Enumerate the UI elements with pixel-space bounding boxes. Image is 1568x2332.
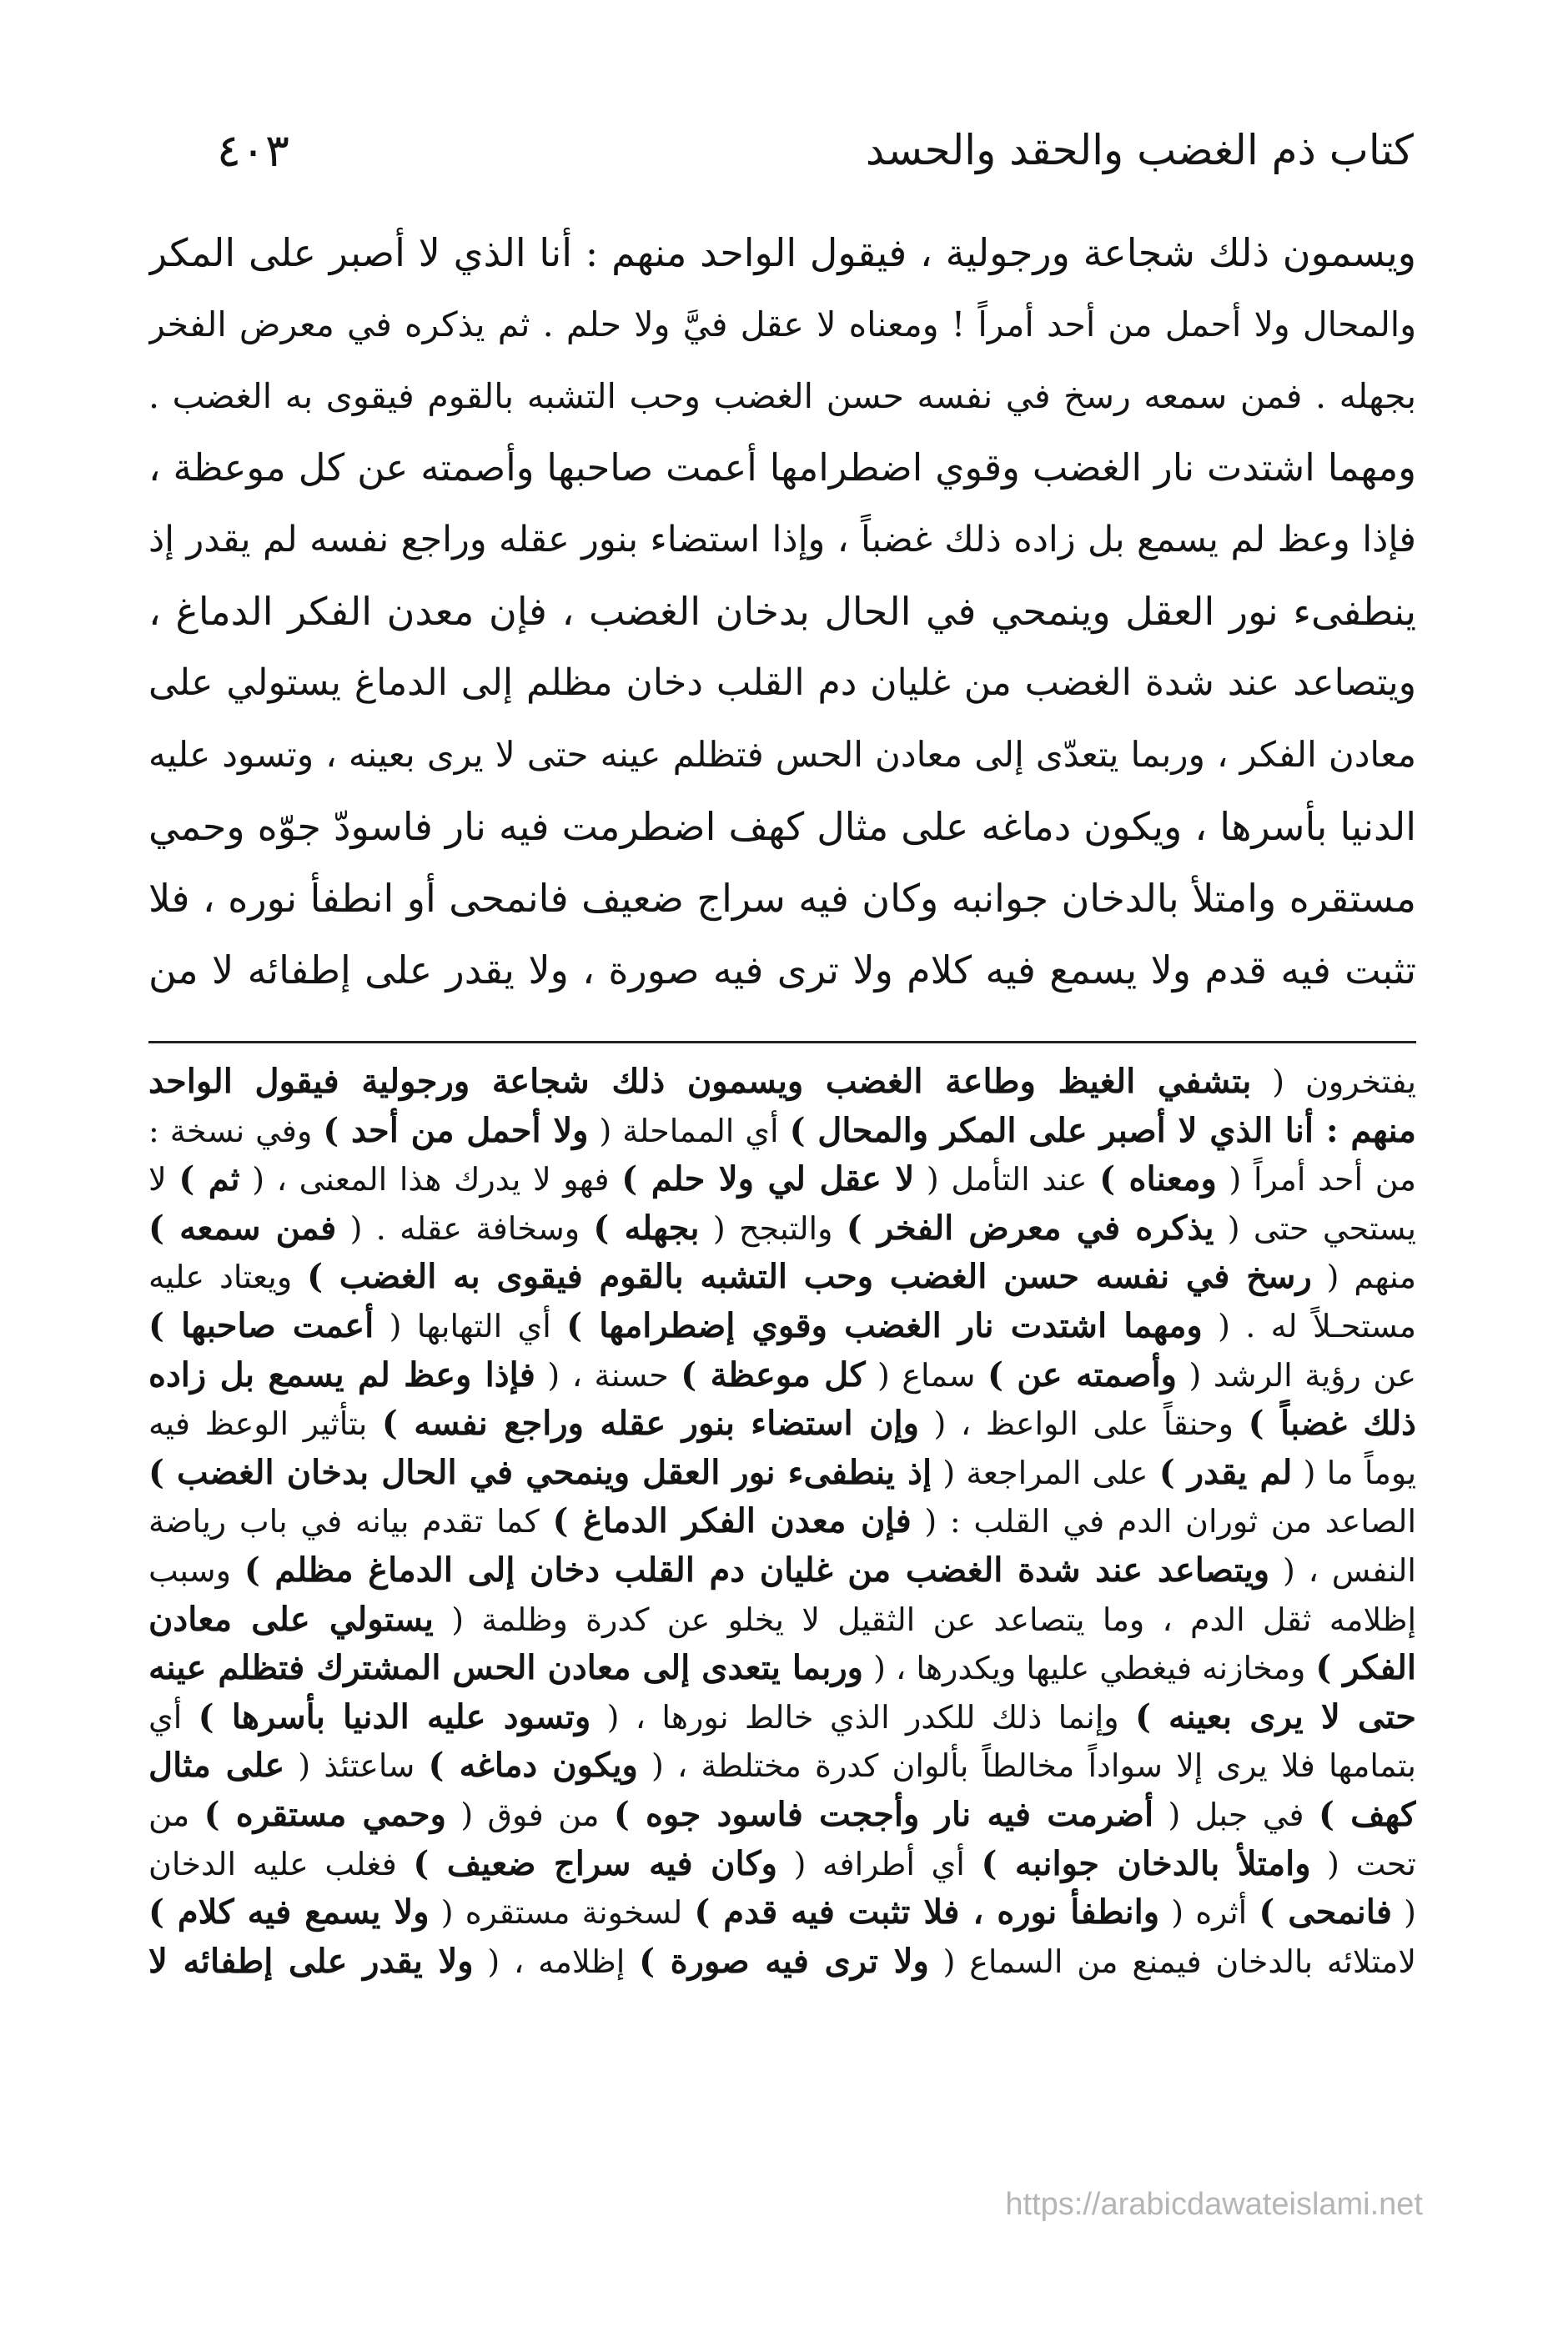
commentary-text: حسنة ، ( <box>535 1356 681 1394</box>
quoted-text-bold: ويتصاعد عند شدة الغضب من غليان دم القلب دخان إلى الدماغ مظلم ) <box>244 1550 1270 1590</box>
quoted-text-bold: حتى لا يرى بعينه ) <box>1134 1696 1416 1736</box>
commentary-text: أي التهابها ( <box>374 1307 567 1344</box>
commentary-line <box>148 1107 1416 1156</box>
main-text-line: والمحال ولا أحمل من أحد أمراً ! ومعناه لا عقل فيَّ ولا حلم . ثم يذكره في معرض الفخر <box>148 304 1416 344</box>
commentary-text: من أحد أمراً ( <box>1216 1161 1416 1199</box>
commentary-text: إظلامه ثقل الدم ، وما يتصاعد عن الثقيل لا يخلو عن كدرة وظلمة ( <box>433 1601 1416 1638</box>
quoted-text-bold: وإن استضاء بنور عقله وراجع نفسه ) <box>381 1404 919 1444</box>
commentary-text: وفي نسخة : <box>148 1112 324 1149</box>
commentary-text: منهم ( <box>1311 1259 1416 1296</box>
commentary-text: على المراجعة ( <box>932 1454 1159 1491</box>
commentary-text: ويعتاد عليه <box>148 1259 308 1296</box>
commentary-text: لا <box>148 1161 179 1199</box>
commentary-text: عن رؤية الرشد ( <box>1176 1356 1416 1394</box>
quoted-text-bold: بجهله ) <box>593 1208 700 1248</box>
commentary-line <box>148 1596 1416 1645</box>
commentary-text: من فوق ( <box>445 1796 614 1833</box>
quoted-text-bold: وانطفأ نوره ، فلا تثبت فيه قدم ) <box>694 1892 1160 1932</box>
commentary-text: مستحـلاً له . ( <box>1202 1307 1416 1344</box>
commentary-line <box>148 1937 1416 1987</box>
quoted-text-bold: ثم ) <box>178 1159 240 1199</box>
commentary-text: ومخازنه فيغطي عليها ويكدرها ، ( <box>862 1650 1316 1687</box>
main-text-line: ومهما اشتدت نار الغضب وقوي اضطرامها أعمت صاحبها وأصمته عن كل موعظة ، <box>148 445 1416 490</box>
commentary-line <box>148 1058 1416 1107</box>
quoted-text-bold: وحمي مستقره ) <box>204 1794 446 1834</box>
main-text-line: الدنيا بأسرها ، ويكون دماغه على مثال كهف اضطرمت فيه نار فاسودّ جوّه وحمي <box>148 804 1416 849</box>
commentary-line <box>148 1644 1416 1693</box>
commentary-text: وسبب <box>148 1551 244 1589</box>
main-text-line: تثبت فيه قدم ولا يسمع فيه كلام ولا ترى فيه صورة ، ولا يقدر على إطفائه لا من <box>148 947 1416 993</box>
commentary-text: فغلب عليه الدخان <box>148 1845 414 1882</box>
quoted-text-bold: وامتلأ بالدخان جوانبه ) <box>981 1843 1311 1883</box>
quoted-text-bold: يذكره في معرض الفخر ) <box>846 1208 1214 1248</box>
quoted-text-bold: الفكر ) <box>1315 1648 1416 1688</box>
commentary-text: وحنقاً على الواعظ ، ( <box>918 1405 1249 1443</box>
footnote-divider <box>148 1041 1416 1043</box>
commentary-text: الصاعد من ثوران الدم في القلب : ( <box>911 1503 1416 1540</box>
commentary-text: يفتخرون ( <box>1251 1063 1416 1100</box>
quoted-text-bold: فإن معدن الفكر الدماغ ) <box>552 1501 912 1541</box>
commentary-line <box>148 1449 1416 1498</box>
commentary-line <box>148 1497 1416 1546</box>
quoted-text-bold: وربما يتعدى إلى معادن الحس المشترك فتظلم عينه <box>148 1648 863 1688</box>
commentary-text: من <box>148 1796 204 1833</box>
quoted-text-bold: كهف ) <box>1318 1794 1416 1834</box>
commentary-text: بتأثير الوعظ فيه <box>148 1405 382 1443</box>
quoted-text-bold: أضرمت فيه نار وأججت فاسود جوه ) <box>613 1794 1154 1834</box>
commentary-text: إظلامه ، ( <box>473 1942 640 1980</box>
quoted-text-bold: ولا ترى فيه صورة ) <box>639 1941 929 1981</box>
quoted-text-bold: وكان فيه سراج ضعيف ) <box>413 1843 777 1883</box>
quoted-text-bold: وتسود عليه الدنيا بأسرها ) <box>198 1696 591 1736</box>
commentary-text: بتمامها فلا يرى إلا سواداً مخالطاً بألوان كدرة مختلطة ، ( <box>637 1747 1416 1785</box>
commentary-line <box>148 1155 1416 1204</box>
quoted-text-bold: يستولي على معادن <box>148 1599 434 1639</box>
quoted-text-bold: ولا يقدر على إطفائه لا <box>148 1941 474 1981</box>
commentary-text: أي المماحلة ( <box>588 1112 790 1149</box>
commentary-text: أي <box>148 1698 199 1736</box>
running-title: كتاب ذم الغضب والحقد والحسد <box>865 126 1414 174</box>
page-header <box>217 121 1414 179</box>
quoted-text-bold: ومعناه ) <box>1099 1159 1217 1199</box>
commentary-text: ( <box>1392 1894 1416 1932</box>
commentary-line <box>148 1693 1416 1742</box>
quoted-text-bold: إذ ينطفىء نور العقل وينمحي في الحال بدخان الغضب ) <box>148 1452 932 1492</box>
quoted-text-bold: لا عقل لي ولا حلم ) <box>621 1159 915 1199</box>
quoted-text-bold: ويكون دماغه ) <box>428 1746 638 1786</box>
commentary-block <box>148 1058 1416 1986</box>
quoted-text-bold: فانمحى ) <box>1259 1892 1393 1932</box>
main-text-line: فإذا وعظ لم يسمع بل زاده ذلك غضباً ، وإذا استضاء بنور عقله وراجع نفسه لم يقدر إذ <box>148 519 1416 560</box>
commentary-text: لامتلائه بالدخان فيمنع من السماع ( <box>928 1942 1416 1980</box>
commentary-line <box>148 1204 1416 1254</box>
main-text-line: معادن الفكر ، وربما يتعدّى إلى معادن الحس فتظلم عينه حتى لا يرى بعينه ، وتسود عليه <box>148 734 1416 775</box>
commentary-line <box>148 1253 1416 1302</box>
quoted-text-bold: بتشفي الغيظ وطاعة الغضب ويسمون ذلك شجاعة ورجولية فيقول الواحد <box>148 1062 1252 1101</box>
commentary-text: فهو لا يدرك هذا المعنى ، ( <box>239 1161 622 1199</box>
commentary-text: لسخونة مستقره ( <box>429 1894 695 1932</box>
commentary-text: يستحي حتى ( <box>1214 1209 1416 1247</box>
quoted-text-bold: رسخ في نفسه حسن الغضب وحب التشبه بالقوم فيقوى به الغضب ) <box>307 1257 1312 1297</box>
watermark-url: https://arabicdawateislami.net <box>1005 2187 1423 2222</box>
commentary-text: سماع ( <box>865 1356 988 1394</box>
commentary-line <box>148 1741 1416 1791</box>
main-text-line: بجهله . فمن سمعه رسخ في نفسه حسن الغضب وحب التشبه بالقوم فيقوى به الغضب . <box>148 376 1416 416</box>
main-text-line: مستقره وامتلأ بالدخان جوانبه وكان فيه سراج ضعيف فانمحى أو انطفأ نوره ، فلا <box>148 876 1416 921</box>
quoted-text-bold: ومهما اشتدت نار الغضب وقوي إضطرامها ) <box>566 1305 1203 1345</box>
commentary-line <box>148 1302 1416 1351</box>
main-text-line: ويتصاعد عند شدة الغضب من غليان دم القلب دخان مظلم إلى الدماغ يستولي على <box>148 661 1416 704</box>
commentary-text: وإنما ذلك للكدر الذي خالط نورها ، ( <box>591 1698 1135 1736</box>
commentary-line <box>148 1791 1416 1840</box>
commentary-text: تحت ( <box>1310 1845 1416 1882</box>
commentary-text: كما تقدم بيانه في باب رياضة <box>148 1503 553 1540</box>
commentary-line <box>148 1351 1416 1400</box>
commentary-text: وسخافة عقله . ( <box>336 1209 594 1247</box>
commentary-line <box>148 1840 1416 1889</box>
commentary-line <box>148 1888 1416 1937</box>
quoted-text-bold: على مثال <box>148 1746 285 1786</box>
quoted-text-bold: لم يقدر ) <box>1158 1452 1293 1492</box>
main-text-line: ينطفىء نور العقل وينمحي في الحال بدخان الغضب ، فإن معدن الفكر الدماغ ، <box>148 589 1416 634</box>
commentary-text: ساعتئذ ( <box>284 1747 429 1785</box>
quoted-text-bold: فإذا وعظ لم يسمع بل زاده <box>148 1354 535 1395</box>
quoted-text-bold: ولا يسمع فيه كلام ) <box>148 1892 430 1932</box>
commentary-text: عند التأمل ( <box>914 1161 1100 1199</box>
main-text-line: ويسمون ذلك شجاعة ورجولية ، فيقول الواحد منهم : أنا الذي لا أصبر على المكر <box>148 230 1416 275</box>
commentary-text: أثره ( <box>1159 1894 1259 1932</box>
commentary-line <box>148 1400 1416 1449</box>
quoted-text-bold: فمن سمعه ) <box>148 1208 337 1248</box>
quoted-text-bold: وأصمته عن ) <box>987 1354 1177 1395</box>
commentary-text: في جبل ( <box>1153 1796 1319 1833</box>
quoted-text-bold: ذلك غضباً ) <box>1248 1404 1416 1444</box>
commentary-text: يوماً ما ( <box>1292 1454 1416 1491</box>
commentary-text: النفس ، ( <box>1269 1551 1416 1589</box>
quoted-text-bold: أعمت صاحبها ) <box>148 1305 374 1345</box>
quoted-text-bold: ولا أحمل من أحد ) <box>323 1110 589 1150</box>
quoted-text-bold: منهم : أنا الذي لا أصبر على المكر والمحال ) <box>789 1110 1416 1150</box>
main-text-block <box>148 217 1416 1006</box>
quoted-text-bold: كل موعظة ) <box>681 1354 866 1395</box>
commentary-text: والتبجح ( <box>699 1209 847 1247</box>
page-number: ٤٠٣ <box>217 123 290 177</box>
commentary-text: أي أطرافه ( <box>776 1845 982 1882</box>
commentary-line <box>148 1546 1416 1596</box>
